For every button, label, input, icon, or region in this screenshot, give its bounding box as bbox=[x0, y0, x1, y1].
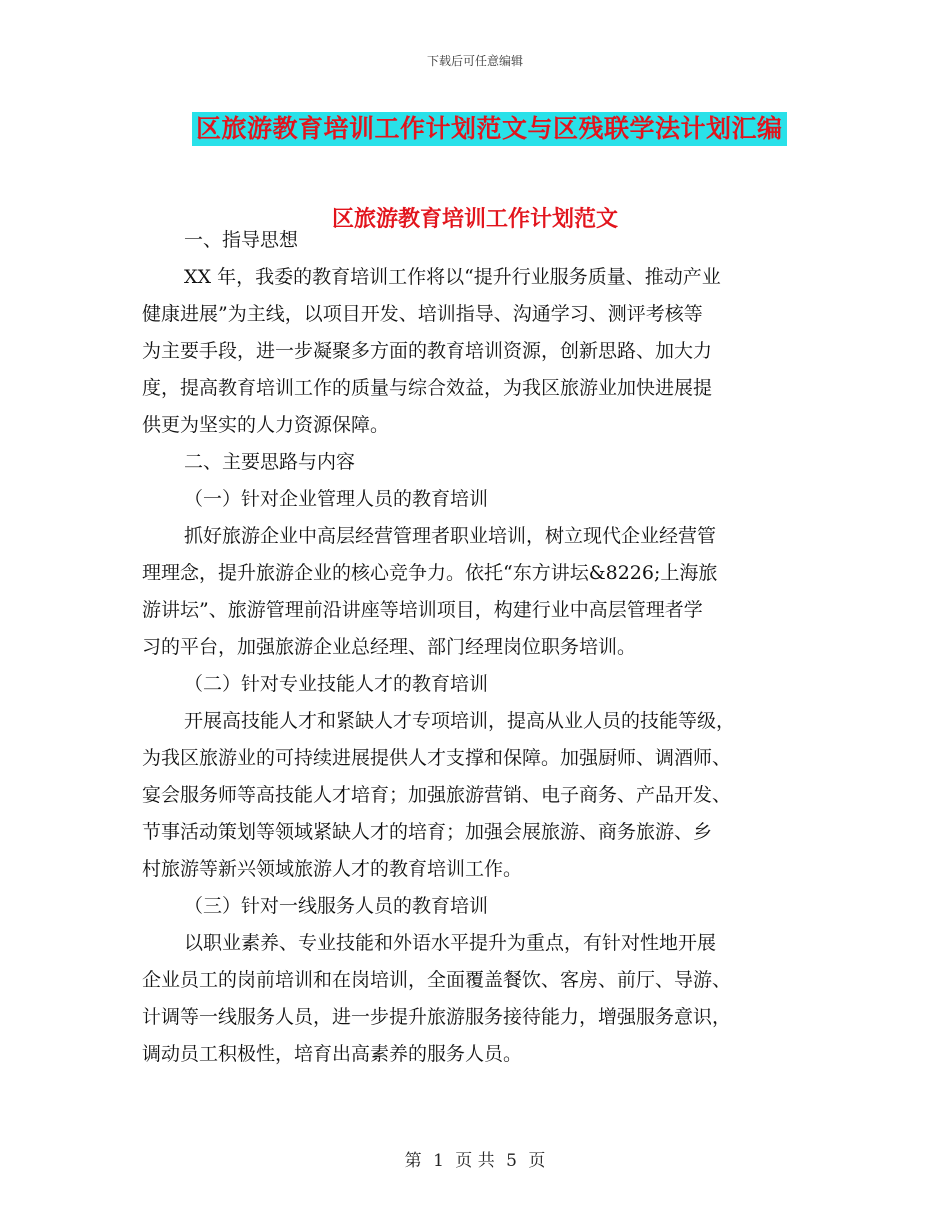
paragraph-line: XX 年，我委的教育培训工作将以“提升行业服务质量、推动产业 bbox=[184, 266, 721, 288]
paragraph-line: 理理念，提升旅游企业的核心竞争力。依托“东方讲坛&8226;上海旅 bbox=[142, 562, 718, 584]
paragraph-line: 二、主要思路与内容 bbox=[184, 451, 356, 473]
paragraph-line: 为主要手段，进一步凝聚多方面的教育培训资源，创新思路、加大力 bbox=[142, 340, 713, 362]
paragraph-line: 企业员工的岗前培训和在岗培训，全面覆盖餐饮、客房、前厅、导游、 bbox=[142, 969, 732, 991]
footer-suffix: 页 bbox=[528, 1151, 546, 1171]
paragraph-line: 节事活动策划等领域紧缺人才的培育；加强会展旅游、商务旅游、乡 bbox=[142, 821, 713, 843]
page-footer bbox=[0, 1146, 950, 1171]
paragraph-line: （一）针对企业管理人员的教育培训 bbox=[184, 488, 489, 510]
sub-title: 区旅游教育培训工作计划范文 bbox=[331, 206, 618, 232]
paragraph-line: 为我区旅游业的可持续进展提供人才支撑和保障。加强厨师、调酒师、 bbox=[142, 747, 732, 769]
paragraph-line: 宴会服务师等高技能人才培育；加强旅游营销、电子商务、产品开发、 bbox=[142, 784, 732, 806]
paragraph-line: 一、指导思想 bbox=[184, 229, 299, 251]
document-body bbox=[142, 222, 807, 1073]
footer-middle: 页 共 bbox=[455, 1151, 495, 1171]
footer-prefix: 第 bbox=[404, 1151, 422, 1171]
paragraph-line: 度，提高教育培训工作的质量与综合效益，为我区旅游业加快进展提 bbox=[142, 377, 713, 399]
paragraph-line: 游讲坛”、旅游管理前沿讲座等培训项目，构建行业中高层管理者学 bbox=[142, 599, 703, 621]
paragraph-line: 计调等一线服务人员，进一步提升旅游服务接待能力，增强服务意识， bbox=[142, 1006, 732, 1028]
main-title: 区旅游教育培训工作计划范文与区残联学法计划汇编 bbox=[192, 112, 787, 146]
paragraph-line: 健康进展”为主线，以项目开发、培训指导、沟通学习、测评考核等 bbox=[142, 303, 703, 325]
paragraph-line: （三）针对一线服务人员的教育培训 bbox=[184, 895, 489, 917]
paragraph-line: （二）针对专业技能人才的教育培训 bbox=[184, 673, 489, 695]
footer-total-pages: 5 bbox=[506, 1151, 517, 1171]
paragraph-line: 村旅游等新兴领域旅游人才的教育培训工作。 bbox=[142, 858, 523, 880]
paragraph-line: 以职业素养、专业技能和外语水平提升为重点，有针对性地开展 bbox=[184, 932, 717, 954]
paragraph-line: 供更为坚实的人力资源保障。 bbox=[142, 414, 390, 436]
paragraph-line: 开展高技能人才和紧缺人才专项培训，提高从业人员的技能等级， bbox=[184, 710, 736, 732]
footer-page-number: 1 bbox=[433, 1151, 444, 1171]
paragraph-line: 调动员工积极性，培育出高素养的服务人员。 bbox=[142, 1043, 523, 1065]
paragraph-line: 习的平台，加强旅游企业总经理、部门经理岗位职务培训。 bbox=[142, 636, 637, 658]
paragraph-line: 抓好旅游企业中高层经营管理者职业培训，树立现代企业经营管 bbox=[184, 525, 717, 547]
header-note: 下载后可任意编辑 bbox=[426, 54, 523, 68]
